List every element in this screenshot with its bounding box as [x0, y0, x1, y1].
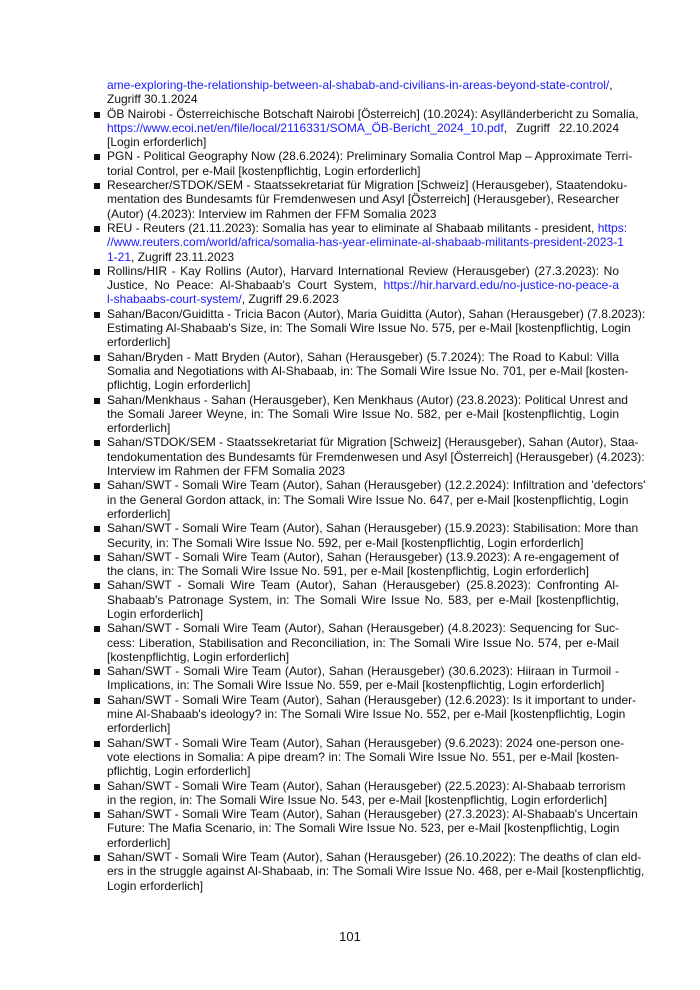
- reference-line: [107, 864, 645, 879]
- reference-text: erforderlich]: [107, 335, 171, 350]
- reference-text: in the General Gordon attack, in: The Somali Wire Issue No. 647, per e-Mail [kostenpflichtig, Login: [107, 492, 629, 507]
- reference-line: [107, 593, 619, 607]
- reference-item: [107, 149, 633, 178]
- reference-text: erforderlich]: [107, 506, 171, 521]
- bullet-square-icon: [94, 526, 100, 532]
- reference-line: [107, 292, 619, 306]
- reference-text: , Zugriff 23.11.2023: [131, 249, 234, 264]
- bullet-square-icon: [94, 669, 100, 675]
- reference-text: Sahan/SWT - Somali Wire Team (Autor), Sahan (Herausgeber) (25.8.2023): Confronting Al-: [107, 578, 619, 593]
- reference-text: Login erforderlich]: [107, 878, 204, 893]
- reference-item: [107, 435, 645, 479]
- reference-text: REU - Reuters (21.11.2023): Somalia has year to eliminate al Shabaab militants - president,: [107, 220, 598, 235]
- bullet-square-icon: [94, 741, 100, 747]
- reference-line: [107, 650, 619, 664]
- reference-item: [107, 478, 646, 521]
- reference-item: [107, 550, 619, 579]
- reference-line: [107, 664, 619, 678]
- bullet-square-icon: [94, 355, 100, 361]
- bullet-square-icon: [94, 483, 100, 489]
- reference-link[interactable]: https:: [597, 220, 628, 235]
- reference-list: [107, 78, 646, 893]
- reference-line: [107, 764, 619, 778]
- reference-line: [107, 421, 619, 435]
- reference-line: [107, 836, 619, 850]
- reference-text: in the region, in: The Somali Wire Issue No. 543, per e-Mail [kostenpflichtig, Login erforderlich]: [107, 792, 608, 807]
- reference-line: [107, 207, 619, 221]
- bullet-square-icon: [94, 784, 100, 790]
- bullet-square-icon: [94, 398, 100, 404]
- reference-text: Shabaab's Patronage System, in: The Somali Wire Issue No. 583, per e-Mail [kostenpflichtig,: [107, 592, 619, 607]
- reference-line: [107, 449, 645, 464]
- reference-text: mentation des Bundesamts für Fremdenwesen und Asyl [Österreich] (Herausgeber), Researcher: [107, 192, 620, 207]
- reference-line: [107, 507, 619, 521]
- bullet-square-icon: [94, 112, 100, 118]
- reference-line: [107, 721, 619, 735]
- reference-text: erforderlich]: [107, 721, 171, 736]
- reference-item: [107, 521, 639, 550]
- reference-text: Sahan/Bacon/Guiditta - Tricia Bacon (Autor), Maria Guiditta (Autor), Sahan (Herausgeber) (7.8.2023):: [107, 306, 646, 321]
- reference-line: [107, 250, 619, 264]
- reference-link[interactable]: https://www.ecoi.net/en/file/local/2116331/SOMA_ÖB-Bericht_2024_10.pdf: [107, 120, 504, 135]
- reference-text: Login erforderlich]: [107, 606, 204, 621]
- reference-item: [107, 850, 645, 893]
- bullet-square-icon: [94, 855, 100, 861]
- reference-text: (Autor) (4.2023): Interview im Rahmen der FFM Somalia 2023: [107, 206, 437, 221]
- reference-item: [107, 692, 637, 736]
- bullet-square-icon: [94, 154, 100, 160]
- reference-line: [107, 707, 626, 722]
- reference-text: pflichtig, Login erforderlich]: [107, 378, 251, 393]
- reference-line: [107, 350, 619, 364]
- reference-text: Sahan/SWT - Somali Wire Team (Autor), Sahan (Herausgeber) (22.5.2023): Al-Shabaab terrorism: [107, 778, 626, 793]
- reference-line: [107, 335, 619, 349]
- reference-link[interactable]: ame-exploring-the-relationship-between-al-shabab-and-civilians-in-areas-beyond-state-control/: [107, 78, 610, 92]
- reference-line: [107, 264, 619, 278]
- reference-text: Sahan/SWT - Somali Wire Team (Autor), Sahan (Herausgeber) (27.3.2023): Al-Shabaab's Uncertain: [107, 807, 638, 822]
- reference-line: [107, 435, 639, 450]
- reference-line: [107, 306, 646, 321]
- reference-line: [107, 807, 638, 822]
- bullet-square-icon: [94, 698, 100, 704]
- reference-text: ,: [609, 78, 613, 92]
- reference-text: Sahan/SWT - Somali Wire Team (Autor), Sahan (Herausgeber) (15.9.2023): Stabilisation: More than: [107, 521, 639, 536]
- reference-text: tendokumentation des Bundesamts für Fremdenwesen und Asyl [Österreich] (Herausgeber) (4.2023):: [107, 449, 645, 464]
- reference-text: Sahan/Menkhaus - Sahan (Herausgeber), Ken Menkhaus (Autor) (23.8.2023): Political Unrest and: [107, 392, 628, 407]
- reference-line: [107, 135, 619, 149]
- bullet-square-icon: [94, 269, 100, 275]
- reference-line: [107, 550, 619, 564]
- reference-line: [107, 220, 628, 235]
- reference-text: Sahan/SWT - Somali Wire Team (Autor), Sahan (Herausgeber) (13.9.2023): A re-engagement of: [107, 549, 619, 564]
- reference-text: Somalia and Negotiations with Al-Shabaab, in: The Somali Wire Issue No. 701, per e-Mail [kosten-: [107, 363, 629, 378]
- reference-item: [107, 78, 619, 107]
- reference-line: [107, 821, 619, 835]
- reference-line: [107, 478, 646, 493]
- reference-text: Security, in: The Somali Wire Issue No. 592, per e-Mail [kostenpflichtig, Login erforderlich]: [107, 535, 584, 550]
- reference-text: erforderlich]: [107, 835, 171, 850]
- reference-text: cess: Liberation, Stabilisation and Reconciliation, in: The Somali Wire Issue No. 574, per e-Mail: [107, 635, 619, 650]
- bullet-square-icon: [94, 626, 100, 632]
- reference-text: Sahan/SWT - Somali Wire Team (Autor), Sahan (Herausgeber) (4.8.2023): Sequencing for Suc-: [107, 621, 619, 636]
- reference-item: [107, 392, 628, 436]
- reference-text: ÖB Nairobi - Österreichische Botschaft Nairobi [Österreich] (10.2024): Asylländerbericht zu Somalia,: [107, 106, 639, 121]
- reference-text: torial Control, per e-Mail [kostenpflichtig, Login erforderlich]: [107, 163, 421, 178]
- reference-item: [107, 735, 625, 779]
- reference-text: mine Al-Shabaab's ideology? in: The Somali Wire Issue No. 552, per e-Mail [kostenpflichtig, Login: [107, 707, 626, 722]
- bullet-square-icon: [94, 812, 100, 818]
- reference-line: [107, 235, 624, 250]
- reference-item: [107, 621, 619, 664]
- reference-line: [107, 164, 619, 178]
- reference-text: Implications, in: The Somali Wire Issue No. 559, per e-Mail [kostenpflichtig, Login erforderlich]: [107, 678, 605, 693]
- reference-line: [107, 321, 631, 336]
- reference-text: Sahan/SWT - Somali Wire Team (Autor), Sahan (Herausgeber) (12.2.2024): Infiltration and 'defectors': [107, 478, 646, 493]
- reference-line: [107, 178, 628, 193]
- reference-text: ers in the struggle against Al-Shabaab, in: The Somali Wire Issue No. 468, per e-Mail [kostenpflichtig,: [107, 864, 645, 879]
- bullet-square-icon: [94, 226, 100, 232]
- reference-text: Researcher/STDOK/SEM - Staatssekretariat für Migration [Schweiz] (Herausgeber), Staatendoku-: [107, 178, 628, 193]
- reference-text: , Zugriff 29.6.2023: [241, 292, 339, 307]
- reference-text: Sahan/STDOK/SEM - Staatssekretariat für Migration [Schweiz] (Herausgeber), Sahan (Autor), Staa-: [107, 435, 639, 450]
- reference-link[interactable]: https://hir.harvard.edu/no-justice-no-peace-a: [383, 278, 619, 293]
- bullet-square-icon: [94, 312, 100, 318]
- reference-text: Estimating Al-Shabaab's Size, in: The Somali Wire Issue No. 575, per e-Mail [kostenpflichtig, Login: [107, 321, 631, 336]
- reference-line: [107, 78, 619, 92]
- reference-line: [107, 363, 629, 378]
- reference-item: [107, 178, 628, 221]
- reference-link[interactable]: //www.reuters.com/world/africa/somalia-has-year-eliminate-al-shabaab-militants-president-2023-1: [107, 235, 624, 250]
- reference-line: [107, 521, 639, 536]
- reference-item: [107, 306, 646, 350]
- reference-line: [107, 778, 626, 793]
- reference-item: [107, 264, 619, 307]
- reference-item: [107, 578, 619, 621]
- reference-line: [107, 735, 625, 750]
- reference-line: [107, 607, 619, 621]
- reference-line: [107, 879, 619, 893]
- reference-text: Future: The Mafia Scenario, in: The Somali Wire Issue No. 523, per e-Mail [kostenpflichtig, Login: [107, 821, 620, 836]
- reference-item: [107, 220, 628, 264]
- reference-line: [107, 121, 619, 135]
- reference-line: [107, 106, 639, 121]
- reference-line: [107, 692, 637, 707]
- reference-line: [107, 636, 619, 650]
- reference-line: [107, 407, 619, 421]
- reference-text: Sahan/SWT - Somali Wire Team (Autor), Sahan (Herausgeber) (9.6.2023): 2024 one-person one-: [107, 735, 625, 750]
- reference-line: [107, 378, 619, 392]
- reference-line: [107, 578, 619, 592]
- reference-item: [107, 106, 639, 150]
- reference-text: Sahan/Bryden - Matt Bryden (Autor), Sahan (Herausgeber) (5.7.2024): The Road to Kabul: Villa: [107, 349, 619, 364]
- reference-line: [107, 621, 619, 635]
- reference-line: [107, 678, 619, 692]
- bullet-square-icon: [94, 183, 100, 189]
- reference-text: , Zugriff 22.10.2024: [503, 120, 619, 135]
- reference-text: Sahan/SWT - Somali Wire Team (Autor), Sahan (Herausgeber) (12.6.2023): Is it important to under-: [107, 692, 637, 707]
- reference-line: [107, 392, 628, 407]
- reference-line: [107, 850, 642, 865]
- reference-line: [107, 564, 619, 578]
- bullet-square-icon: [94, 583, 100, 589]
- reference-text: Rollins/HIR - Kay Rollins (Autor), Harvard International Review (Herausgeber) (27.3.2023): No: [107, 263, 619, 278]
- reference-item: [107, 349, 629, 393]
- reference-item: [107, 664, 619, 693]
- reference-text: the clans, in: The Somali Wire Issue No. 591, per e-Mail [kostenpflichtig, Login erforderlich]: [107, 564, 590, 579]
- reference-text: pflichtig, Login erforderlich]: [107, 764, 251, 779]
- reference-text: Interview im Rahmen der FFM Somalia 2023: [107, 464, 346, 479]
- page-number: 101: [339, 929, 361, 944]
- reference-line: [107, 149, 633, 164]
- reference-item: [107, 778, 626, 808]
- reference-line: [107, 793, 619, 807]
- reference-item: [107, 807, 638, 850]
- reference-line: [107, 192, 619, 206]
- reference-text: the Somali Jareer Weyne, in: The Somali Wire Issue No. 582, per e-Mail [kostenpflichtig, Login: [107, 406, 619, 421]
- reference-text: erforderlich]: [107, 421, 171, 436]
- reference-text: Sahan/SWT - Somali Wire Team (Autor), Sahan (Herausgeber) (26.10.2022): The deaths of clan eld-: [107, 850, 642, 865]
- reference-text: PGN - Political Geography Now (28.6.2024): Preliminary Somalia Control Map – Approximate Terri-: [107, 149, 633, 164]
- reference-text: Sahan/SWT - Somali Wire Team (Autor), Sahan (Herausgeber) (30.6.2023): Hiiraan in Turmoil -: [107, 664, 619, 679]
- reference-text: Justice, No Peace: Al-Shabaab's Court System,: [107, 278, 384, 293]
- reference-text: [Login erforderlich]: [107, 135, 207, 150]
- reference-link[interactable]: l-shabaabs-court-system/: [107, 292, 242, 307]
- reference-text: Zugriff 30.1.2024: [107, 92, 198, 107]
- reference-line: [107, 492, 629, 507]
- reference-line: [107, 278, 619, 292]
- reference-line: [107, 92, 619, 106]
- bullet-square-icon: [94, 440, 100, 446]
- reference-text: [kostenpflichtig, Login erforderlich]: [107, 649, 290, 664]
- bullet-square-icon: [94, 555, 100, 561]
- reference-line: [107, 464, 619, 478]
- reference-link[interactable]: 1-21: [107, 249, 132, 264]
- reference-line: [107, 750, 619, 764]
- reference-text: vote elections in Somalia: A pipe dream? in: The Somali Wire Issue No. 551, per e-Mail [kosten-: [107, 749, 619, 764]
- reference-line: [107, 536, 619, 550]
